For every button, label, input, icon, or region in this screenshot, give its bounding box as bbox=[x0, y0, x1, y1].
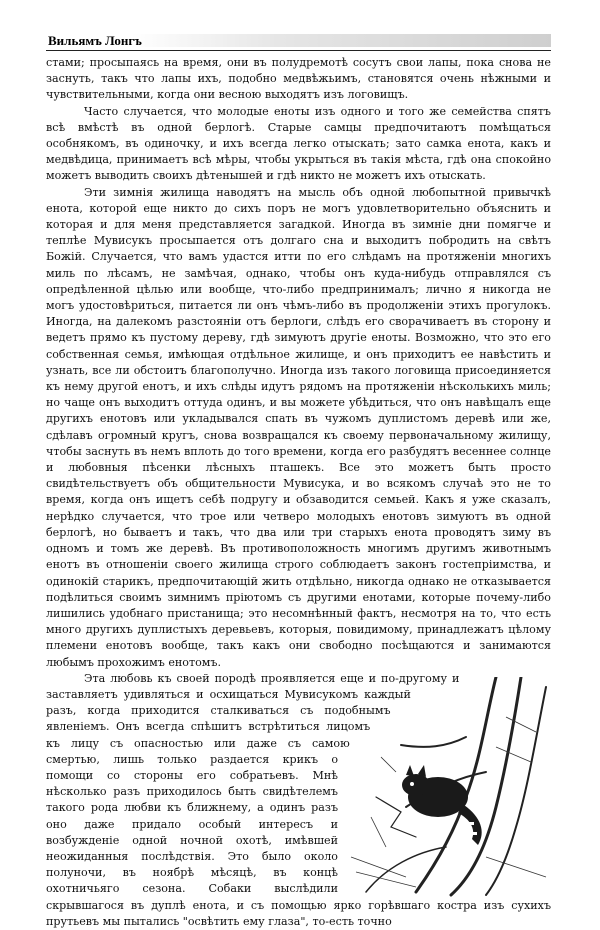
paragraph: Эти зимнія жилища наводятъ на мысль объ одной любопытной привычкѣ енота, которой еще никто до сихъ поръ не могъ удовлетворительно объяснить и которая и для меня представляется загадкой. Иногда въ зимніе дни помягче и теплѣе Мувисукъ просыпается отъ долгаго сна и выходитъ побродить на свѣтъ Божій. Случается, что вамъ удастся итти по его слѣдамъ на протяженіи многихъ миль по лѣсамъ, не замѣчая, однако, чтобы онъ куда-нибудь отправлялся съ опредѣленной цѣлью или вообще, что-либо предпринималъ; лично я никогда не могъ удостовѣриться, питается ли онъ чѣмъ-либо въ продолженіи этихъ прогулокъ. Иногда, на далекомъ разстояніи отъ берлоги, слѣдъ его сворачиваетъ въ сторону и ведетъ прямо къ пустому дереву, гдѣ зимуютъ другіе еноты. Возможно, что это его собственная семья, имѣющая отдѣльное жилище, и онъ приходитъ ее навѣстить и узнать, все ли обстоитъ благополучно. Иногда изъ такого логовища присоединяется къ нему другой енотъ, и ихъ слѣды идутъ рядомъ на протяженіи нѣсколькихъ миль; но чаще онъ выходитъ оттуда одинъ, и вы можете убѣдиться, что онъ навѣщалъ еще другихъ енотовъ или укладывался спать въ чужомъ дуплистомъ деревѣ или же, сдѣлавъ огромный кругъ, снова возвращался къ своему первоначальному жилищу, чтобы заснуть въ немъ вплоть до того времени, когда его разбудятъ весеннее солнце и любовныя пѣсенки лѣсныхъ пташекъ. Все это можетъ быть просто свидѣтельствуетъ объ общительности Мувисука, и во всякомъ случаѣ это не то время, когда онъ ищетъ себѣ подругу и обзаводится семьей. Какъ я уже сказалъ, нерѣдко случается, что трое или четверо молодыхъ енотовъ зимуютъ въ одной берлогѣ, но бываетъ и такъ, что два или три старыхъ енота проводятъ зиму въ одномъ и томъ же деревѣ. Въ противоположность многимъ другимъ животнымъ енотъ въ отношеніи своего жилища строго соблюдаетъ законъ гостепріимства, и одинокій старикъ, предпочитающій жить отдѣльно, никогда однако не отказывается подѣлиться своимъ зимнимъ пріютомъ съ другими енотами, которые почему-либо лишились удобнаго пристанища; это несомнѣнный фактъ, несмотря на то, что есть много другихъ дуплистыхъ деревьевъ, которыя, повидимому, принадлежатъ цѣлому племени енотовъ вообще, такъ какъ они свободно посѣщаются и занимаются любымъ прохожимъ енотомъ. bbox=[46, 185, 551, 669]
paragraph-continued: стами; просыпаясь на время, они въ полудремотѣ сосутъ свои лапы, пока снова не заснуть, такъ что лапы ихъ, подобно медвѣжьимъ, становятся очень нѣжными и чувствительными, когда они весною выходятъ изъ логовищъ. bbox=[46, 56, 551, 102]
page-body bbox=[46, 55, 551, 930]
paragraph: Часто случается, что молодые еноты изъ одного и того же семейства спятъ всѣ вмѣстѣ въ одной берлогѣ. Старые самцы предпочитаютъ помѣщаться особнякомъ, въ одиночку, и ихъ всегда легко отыскать; зато самка енота, какъ и медвѣдица, принимаетъ всѣ мѣры, чтобы укрыться въ такія мѣста, гдѣ она спокойно можетъ выводить своихъ дѣтенышей и гдѣ никто не можетъ ихъ отыскать. bbox=[46, 104, 551, 183]
paragraph-with-illustration bbox=[46, 671, 551, 930]
paragraph-text: Эта любовь къ своей породѣ проявляется еще и по-другому и заставляетъ удивляться и осхищаться Мувисукомъ каждый разъ, когда приходится сталкиваться съ подобнымъ явленіемъ. Онъ всегда спѣшитъ встрѣтиться лицомъ къ лицу съ опасностью или даже съ самою смертью, лишь только раздается крикъ о помощи со стороны его собратьевъ. Мнѣ нѣсколько разъ приходилось быть свидѣтелемъ такого рода любви къ ближнему, а одинъ разъ оно даже придало особый интересъ и возбужденіе одной ночной охотѣ, имѣвшей неожиданныя послѣдствія. Это было около полуночи, въ ноябрѣ мѣсяцѣ, въ концѣ охотничьяго сезона. Собаки выслѣдили скрывшагося въ дуплѣ енота, и съ помощью ярко горѣвшаго костра изъ сухихъ прутьевъ мы пытались "освѣтить ему глаза", то-есть точно bbox=[46, 671, 551, 928]
page-header bbox=[46, 32, 551, 51]
header-rule-bar bbox=[131, 34, 551, 47]
running-head-author: Вильямъ Лонгъ bbox=[48, 33, 142, 48]
